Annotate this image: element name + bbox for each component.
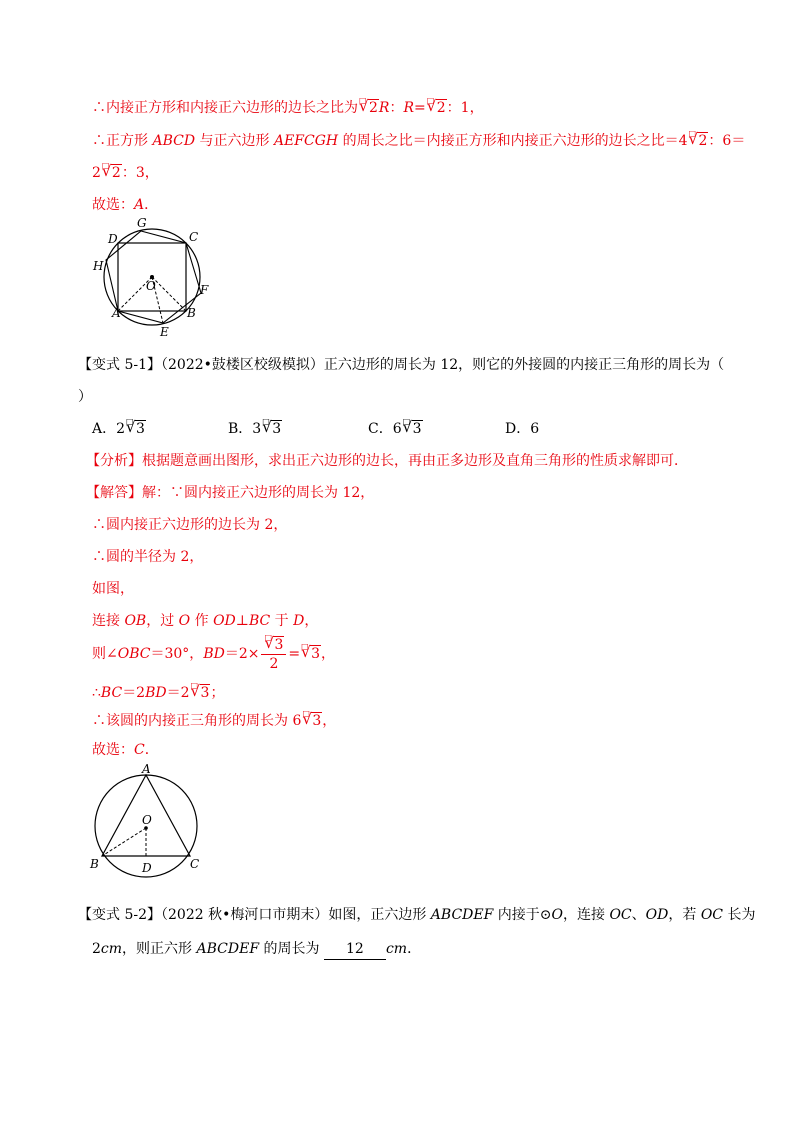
- radical: √ □ 2: [427, 98, 447, 118]
- label-E: E: [160, 325, 169, 339]
- answer-line-9: 故选：C．: [92, 742, 159, 758]
- label-A: A: [112, 306, 121, 320]
- option-b: B．3 √ □ 3: [228, 419, 282, 439]
- answer-line-4: 如图，: [92, 581, 134, 597]
- label-H: H: [93, 259, 104, 273]
- label-F: F: [200, 283, 209, 297]
- answer-line-6: 则∠OBC＝30°，BD＝2× √ □ 3 2 = √ □ 3，: [92, 634, 335, 674]
- solution-line-answer: 故选：A．: [92, 197, 159, 213]
- radical: √ □ 2: [359, 98, 379, 118]
- answer-blank: 12: [324, 939, 386, 960]
- label-C: C: [190, 857, 200, 871]
- answer-line-2: ∴圆内接正六边形的边长为 2，: [92, 517, 288, 533]
- solution-line-perimeter-ratio: ∴正方形 ABCD 与正六边形 AEFCGH 的周长之比＝内接正方形和内接正六边形的边长之比＝4 √ □ 2：6＝: [92, 131, 745, 151]
- radius-OB: [152, 277, 186, 311]
- problem-5-2-line-2: 2cm，则正六形 ABCDEF 的周长为 12 cm．: [92, 939, 421, 960]
- answer-line-3: ∴圆的半径为 2，: [92, 549, 204, 565]
- radical: √ □ 2: [102, 163, 122, 183]
- label-B: B: [90, 857, 99, 871]
- label-B: B: [187, 306, 196, 320]
- option-a: A．2 √ □ 3: [92, 419, 146, 439]
- label-C: C: [189, 230, 199, 244]
- label-O: O: [142, 813, 152, 827]
- solution-line-result: 2 √ □ 2：3，: [92, 163, 159, 183]
- problem-5-1-stem-end: ）: [78, 389, 92, 405]
- figure-inscribed-triangle: [86, 762, 216, 882]
- analysis-line: 【分析】根据题意画出图形，求出正六边形的边长，再由正多边形及直角三角形的性质求解即可．: [86, 453, 688, 469]
- solution-line-ratio-1: ∴内接正方形和内接正六边形的边长之比为 √ □ 2R：R= √ □ 2：1，: [92, 98, 484, 118]
- figure-square-hexagon: [88, 215, 218, 340]
- answer-line-1: 【解答】解：∵圆内接正六边形的周长为 12，: [86, 485, 375, 501]
- label-D: D: [108, 232, 118, 246]
- option-c: C．6 √ □ 3: [368, 419, 423, 439]
- option-d: D．6: [505, 421, 540, 437]
- problem-5-1-stem: 【变式 5-1】（2022•鼓楼区校级模拟）正六边形的周长为 12，则它的外接圆的内接正三角形的周长为（: [78, 357, 725, 373]
- answer-line-8: ∴该圆的内接正三角形的周长为 6 √ □ 3，: [92, 711, 336, 731]
- label-D: D: [142, 861, 152, 875]
- segment-OB: [102, 828, 146, 856]
- label-G: G: [137, 216, 147, 230]
- answer-line-7: ∴BC＝2BD＝2 √ □ 3；: [92, 683, 224, 703]
- label-O: O: [146, 279, 156, 293]
- answer-line-5: 连接 OB，过 O 作 OD⊥BC 于 D，: [92, 613, 319, 629]
- fraction: √ □ 3 2: [261, 636, 286, 673]
- radical: √ □ 2: [688, 131, 708, 151]
- label-A: A: [142, 762, 151, 776]
- problem-5-2-stem: 【变式 5-2】（2022 秋•梅河口市期末）如图，正六边形 ABCDEF 内接于⊙O，连接 OC、OD，若 OC 长为: [78, 907, 756, 923]
